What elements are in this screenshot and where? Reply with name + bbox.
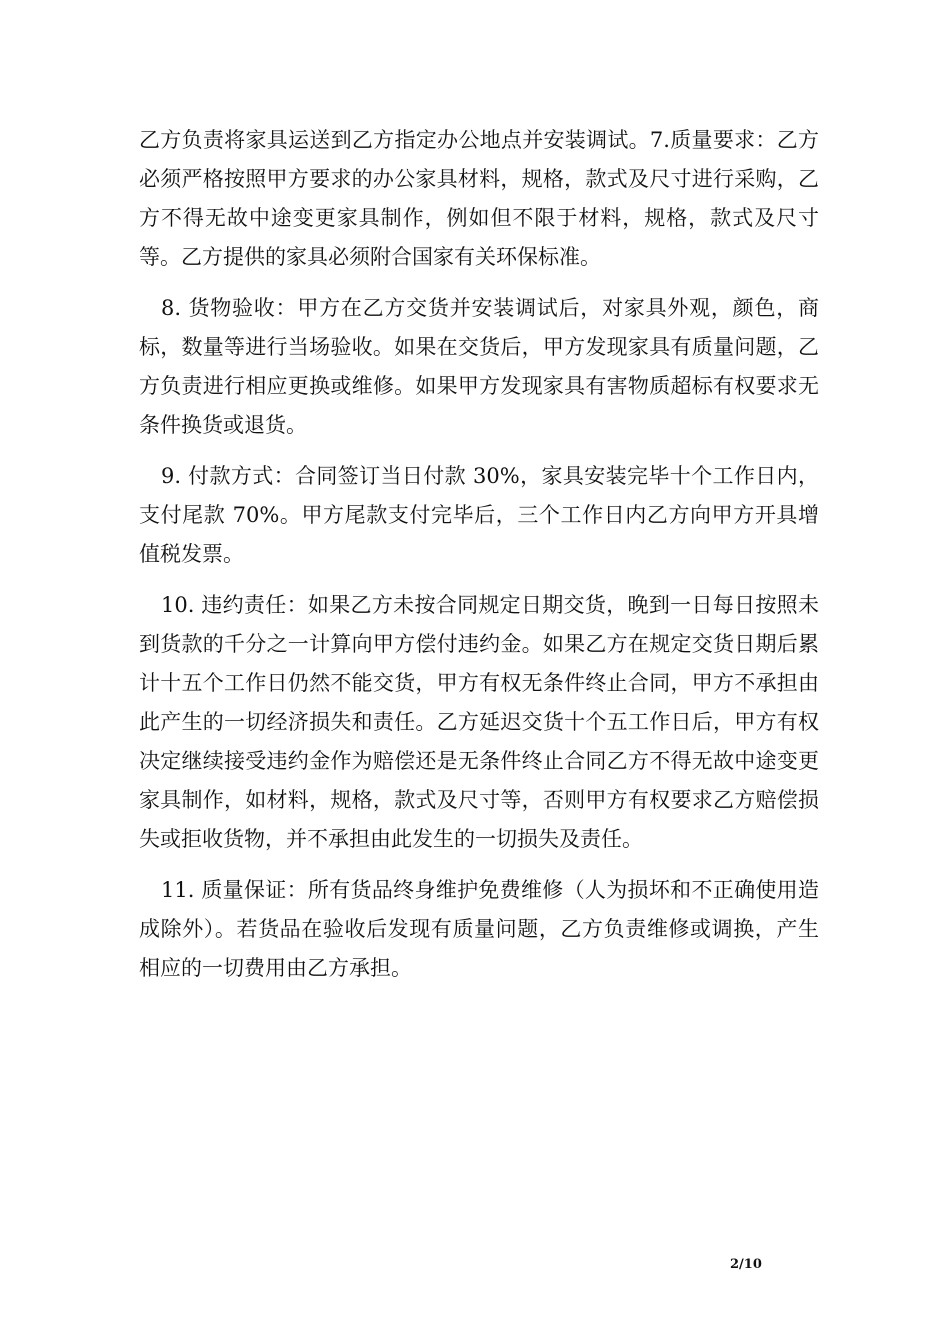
paragraph-breach-liability: 10. 违约责任：如果乙方未按合同规定日期交货，晚到一日每日按照未到货款的千分之一计算向甲方偿付违约金。如果乙方在规定交货日期后累计十五个工作日仍然不能交货，甲方有权无条件终止合同，甲方不承担由此产生的一切经济损失和责任。乙方延迟交货十个五工作日后，甲方有权决定继续接受违约金作为赔偿还是无条件终止合同乙方不得无故中途变更家具制作，如材料，规格，款式及尺寸等，否则甲方有权要求乙方赔偿损失或拒收货物，并不承担由此发生的一切损失及责任。 [139,593,819,851]
document-body [139,121,819,1000]
paragraph-goods-acceptance: 8. 货物验收：甲方在乙方交货并安装调试后，对家具外观，颜色，商标，数量等进行当场验收。如果在交货后，甲方发现家具有质量问题，乙方负责进行相应更换或维修。如果甲方发现家具有害物质超标有权要求无条件换货或退货。 [139,296,819,437]
page-number: 2/10 [730,1257,762,1272]
paragraph-quality-requirements: 乙方负责将家具运送到乙方指定办公地点并安装调试。7.质量要求：乙方必须严格按照甲方要求的办公家具材料，规格，款式及尺寸进行采购，乙方不得无故中途变更家具制作，例如但不限于材料，规格，款式及尺寸等。乙方提供的家具必须附合国家有关环保标准。 [139,128,819,269]
paragraph-quality-guarantee: 11. 质量保证：所有货品终身维护免费维修（人为损坏和不正确使用造成除外）。若货品在验收后发现有质量问题，乙方负责维修或调换，产生相应的一切费用由乙方承担。 [139,878,819,980]
paragraph-payment-method: 9. 付款方式：合同签订当日付款 30%，家具安装完毕十个工作日内，支付尾款 70%。甲方尾款支付完毕后，三个工作日内乙方向甲方开具增值税发票。 [139,464,819,566]
